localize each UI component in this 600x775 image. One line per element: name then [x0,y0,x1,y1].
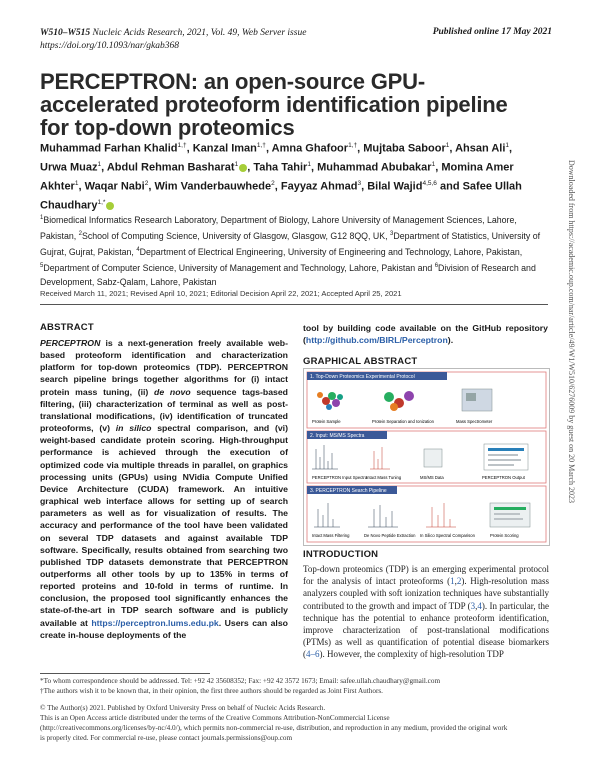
abstract-body: PERCEPTRON is a next-generation freely available web-based proteoform identification and characterization platform for top-down proteomics (TDP). PERCEPTRON search pipeline brings together algorithms for (i) intact protein mass tuning, (ii) de novo sequence tags-based filtering, (iii) characterization of terminal as well as post-translational modifications, (iv) identification of truncated proteoforms, (v) in silico spectral comparison, and (vi) weight-based candidate protein scoring. High-throughput performance is achieved through the execution of optimized code via multiple threads in parallel, on graphics processing units (GPUs) using NVidia Compute Unified Device Architecture (CUDA) framework. An intuitive graphical web interface allows for setting up of search parameters as well as for visualization of results. The accuracy and performance of the tool have been validated on several TDP datasets and against available TDP software. Specifically, results obtained from searching two published TDP datasets demonstrate that PERCEPTRON outperforms all other tools by up to 135% in terms of reported proteins and 10-fold in terms of runtime. In conclusion, the proposed tool significantly enhances the state-of-the-art in TDP search software and is publicly available at https://perceptron.lums.edu.pk. Users can also create in-house deployments of the [40,338,288,640]
graphical-abstract-heading: GRAPHICAL ABSTRACT [303,356,418,367]
panel-3-label-2: De Novo Peptide Extraction [364,533,416,538]
author-affiliation-marker: 1 [445,142,450,149]
page-range: W510–W515 [40,28,91,38]
author-affiliation-marker: 1 [505,142,510,149]
copyright-notice: © The Author(s) 2021. Published by Oxford University Press on behalf of Nucleic Acids Research. [40,704,326,712]
affiliation-text: School of Computing Science, University of Glasgow, Glasgow, G12 8QQ, UK, [81,230,391,241]
author-affiliation-marker: 1,† [348,142,358,149]
author-name: Taha Tahir [253,161,308,174]
author-affiliation-marker: 1 [431,161,436,169]
author-affiliation-marker: 4,5,6 [422,180,437,188]
author-affiliation-marker: 2 [271,180,275,188]
panel-1-label-3: Mass Spectrometer [456,419,493,424]
graphical-abstract-figure [303,368,550,546]
author-name: Urwa Muaz [40,161,98,174]
author-affiliation-marker: 1 [74,180,79,188]
published-date: Published online 17 May 2021 [432,27,552,37]
msms-data-icon [424,449,442,467]
license-line-1: This is an Open Access article distributed under the terms of the Creative Commons Attribution-NonCommercial License [40,714,390,722]
author-list: Muhammad Farhan Khalid$^{1,\dagger}$, Kanzal Iman$^{1,\dagger}$, Amna Ghafoor$^{1,\dagger}$, Mujtaba Saboor$^1$, Ahsan Ali$^1$, Urwa Muaz$^1$, Abdul Rehman Basharat$^1$ , Taha Tahir$^1$, Muhammad Abubakar$^1$, Momina Amer Akhter$^1$, Waqar Nabi$^2$, Wim Vanderbauwhede$^2$, Fayyaz Ahmad$^3$, Bilal Wajid$^{4,5,6}$ and Safee Ullah Chaudhary$^{1,*}$ [40,142,522,213]
affiliation-number: 1 [40,215,44,221]
author-name: Wim Vanderbauwhede [154,180,272,193]
abstract-heading: ABSTRACT [40,322,94,333]
panel-1-title: 1. Top-Down Proteomics Experimental Protocol [310,374,415,381]
running-header-left [40,27,306,53]
output-icon [484,444,528,470]
affiliation-number: 3 [390,230,394,237]
panel-3-title: 3. PERCEPTRON Search Pipeline [310,488,387,495]
author-affiliation-marker: 1,† [256,142,266,149]
affiliation-number: 5 [40,262,44,269]
affiliation-text: Biomedical Informatics Research Laboratory, Department of Biology, Lahore University of Management Sciences, Lahore, Pakistan, [40,214,517,241]
panel-2-label-3: MS/MS Data [420,475,444,480]
author-affiliation-marker: 1,† [177,142,187,149]
footnote-divider [40,673,210,674]
author-name: Fayyaz Ahmad [280,180,358,193]
author-name: Momina Amer Akhter [40,161,514,193]
affiliation-number: 2 [78,230,82,237]
author-affiliation-marker: 3 [357,180,362,188]
introduction-heading: INTRODUCTION [303,549,379,560]
author-affiliation-marker: 1,* [97,199,106,207]
author-name: Amna Ghafoor [271,142,349,155]
author-affiliation-marker: 1 [97,161,102,169]
panel-3-label-3: In Silico Spectral Comparison [420,533,475,538]
panel-1-label-2: Protein Separation and Ionization [372,419,434,424]
affiliation-text: Department of Electrical Engineering, University of Engineering and Technology, Lahore, Pakistan, [139,246,523,257]
joint-authorship-footnote: †The authors wish it to be known that, in their opinion, the first three authors should be regarded as Joint First Authors. [40,687,383,695]
author-name: Mujtaba Saboor [363,142,446,155]
doi-link[interactable]: https://doi.org/10.1093/nar/gkab368 [40,41,179,51]
panel-1-label-1: Protein Sample [312,419,341,424]
divider [40,304,548,305]
orcid-icon[interactable] [106,202,114,210]
affiliation-number: 6 [434,262,439,269]
affiliation-text: Department of Statistics, University of Gujrat, Gujrat, Pakistan, [40,230,541,257]
panel-2-label-2: Intact Mass Tuning [366,475,402,480]
introduction-body: Top-down proteomics (TDP) is an emerging experimental protocol for the analysis of intact proteoforms (1,2). High-resolution mass analyzers coupled with soft ionization techniques have substantially contributed to the growth and impact of TDP (3,4). In particular, the technique has the potential to enhance proteoform identification, improve characterization of post-translational modifications (PTMs) as well as quantification of potential disease biomarkers (4–6). However, the complexity of high-resolution TDP [303,564,550,660]
author-name: Ahsan Ali [455,142,506,155]
author-name: Waqar Nabi [84,180,145,193]
panel-2-title: 2. Input: MS/MS Spectra [310,433,365,440]
author-affiliation-marker: 2 [144,180,149,188]
panel-2-label-4: PERCEPTRON Output [482,475,525,480]
abstract-continuation: tool by building code available on the GitHub repository (http://github.com/BIRL/Perceptron). [303,323,548,346]
author-name: Safee Ullah Chaudhary [40,180,522,213]
download-watermark [566,160,586,640]
affiliation-text: Department of Computer Science, University of Management and Technology, Lahore, Pakistan and [43,262,435,273]
panel-3-label-4: Protein Scoring [490,533,519,538]
author-affiliation-marker: 1 [307,161,311,169]
orcid-icon[interactable] [239,164,247,172]
paper-title: PERCEPTRON: an open-source GPU-accelerated proteoform identification pipeline for top-down proteomics [40,69,508,140]
panel-3-label-1: Intact Mass Filtering [312,533,350,538]
author-name: Abdul Rehman Basharat [106,161,235,174]
affiliation-number: 4 [136,246,140,253]
submission-dates: Received March 11, 2021; Revised April 10, 2021; Editorial Decision April 22, 2021; Accepted April 25, 2021 [40,289,402,298]
author-name: Muhammad Farhan Khalid [40,142,178,155]
correspondence-footnote: *To whom correspondence should be addressed. Tel: +92 42 35608352; Fax: +92 42 3572 1673; Email: safee.ullah.chaudhary@gmail.com [40,677,441,685]
license-line-2: (http://creativecommons.org/licenses/by-nc/4.0/), which permits non-commercial re-use, distribution, and reproduction in any medium, provided the original work [40,724,508,732]
affiliations [40,211,545,289]
panel-2-label-1: PERCEPTRON Input Spectra [312,475,368,480]
author-name: Bilal Wajid [367,180,423,193]
download-watermark-text: Downloaded from https://academic.oup.com/nar/article/49/W1/W510/6276009 by guest on 20 March 2023 [567,160,576,504]
affiliation-text: Division of Research and Development, Sabz-Qalam, Lahore, Pakistan [40,262,536,287]
author-name: Kanzal Iman [192,142,257,155]
author-affiliation-marker: 1 [234,161,239,169]
author-name: Muhammad Abubakar [317,161,432,174]
license-line-3: is properly cited. For commercial re-use, please contact journals.permissions@oup.com [40,734,293,742]
journal-name: Nucleic Acids Research, 2021, Vol. 49, Web Server issue [92,28,307,38]
